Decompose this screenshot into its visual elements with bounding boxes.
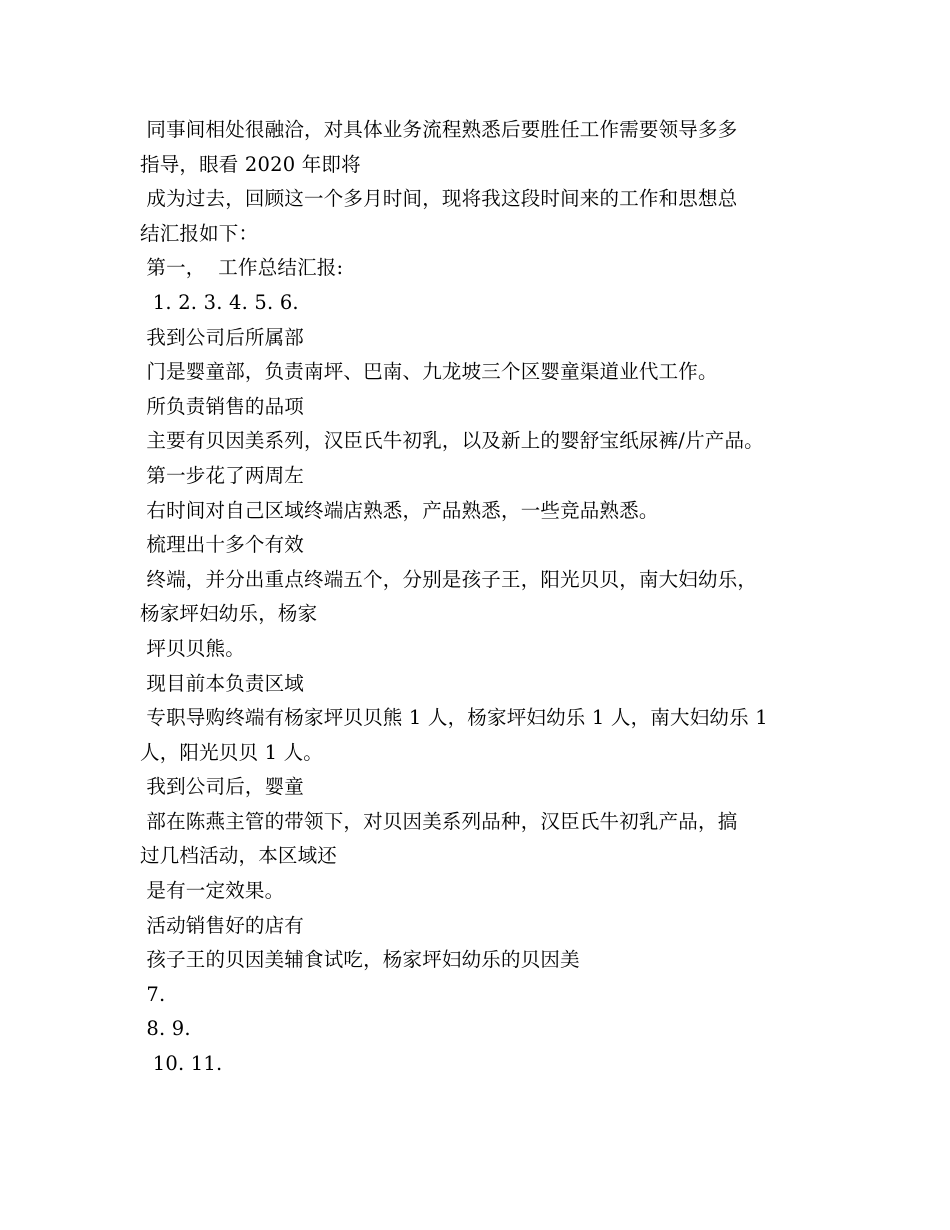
document-body: [140, 113, 830, 1082]
numbered-list-line: 8. 9.: [140, 1017, 191, 1041]
text-line: 主要有贝因美系列，汉臣氏牛初乳，以及新上的婴舒宝纸尿裤/片产品。: [140, 429, 764, 453]
text-line: 我到公司后，婴童: [140, 775, 304, 799]
text-line: 孩子王的贝因美辅食试吃，杨家坪妇幼乐的贝因美: [140, 948, 580, 972]
text-line: 杨家坪妇幼乐，杨家: [140, 602, 318, 626]
text-line: 专职导购终端有杨家坪贝贝熊 1 人，杨家坪妇幼乐 1 人，南大妇幼乐 1: [140, 706, 768, 730]
numbered-list-line: 10. 11.: [140, 1052, 223, 1076]
text-line: 是有一定效果。: [140, 879, 285, 903]
text-line: 现目前本负责区域: [140, 671, 304, 695]
text-line: 活动销售好的店有: [140, 913, 304, 937]
text-line: 门是婴童部，负责南坪、巴南、九龙坡三个区婴童渠道业代工作。: [140, 360, 718, 384]
text-line: 成为过去，回顾这一个多月时间，现将我这段时间来的工作和思想总: [140, 187, 738, 211]
numbered-list-line: 7.: [140, 982, 166, 1006]
text-line: 人，阳光贝贝 1 人。: [140, 740, 324, 764]
text-line: 结汇报如下：: [140, 221, 259, 245]
text-line: 过几档活动，本区域还: [140, 844, 338, 868]
text-line: 我到公司后所属部: [140, 325, 304, 349]
text-line: 终端，并分出重点终端五个，分别是孩子王，阳光贝贝，南大妇幼乐，: [140, 567, 758, 591]
section-heading: 第一， 工作总结汇报:: [140, 256, 344, 280]
text-line: 部在陈燕主管的带领下，对贝因美系列品种，汉臣氏牛初乳产品，搞: [140, 809, 738, 833]
text-line: 坪贝贝熊。: [140, 636, 245, 660]
text-line: 同事间相处很融洽，对具体业务流程熟悉后要胜任工作需要领导多多: [140, 118, 738, 141]
text-line: 所负责销售的品项: [140, 394, 304, 418]
text-line: 右时间对自己区域终端店熟悉，产品熟悉，一些竞品熟悉。: [140, 498, 659, 522]
text-line: 指导，眼看 2020 年即将: [140, 152, 361, 176]
numbered-list-line: 1. 2. 3. 4. 5. 6.: [140, 290, 299, 314]
text-line: 第一步花了两周左: [140, 463, 304, 487]
text-line: 梳理出十多个有效: [140, 533, 304, 557]
